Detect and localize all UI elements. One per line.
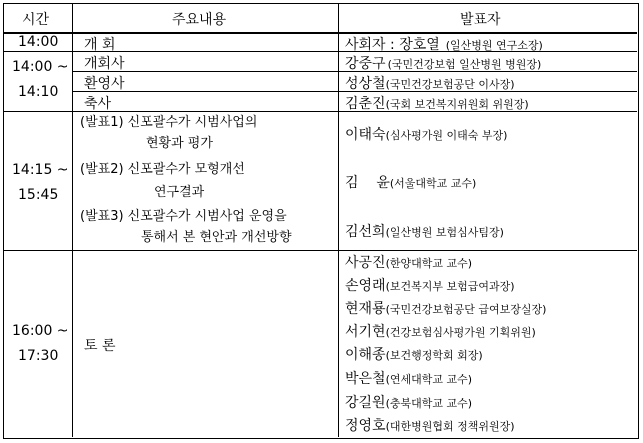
presentation-2-subtitle: 연구결과 (154, 185, 205, 200)
panelist-3 (345, 298, 546, 318)
panelist-name: 사공진 (345, 255, 386, 271)
presenter-name: 성상철 (345, 76, 386, 92)
panelist-8 (345, 415, 515, 435)
presenter-3 (345, 221, 504, 241)
panelist-6 (345, 368, 472, 388)
panelist-affiliation: (건강보험심사평가원 기획위원) (385, 326, 536, 339)
panelist-affiliation: (보건복지부 보험급여과장) (385, 280, 515, 293)
presentation-1-title: (발표1) 신포괄수가 시범사업의 (80, 115, 258, 130)
presenter-name: 김선희 (345, 224, 386, 240)
presenter-affiliation: (심사평가원 이태숙 부장) (385, 129, 508, 142)
panelist-affiliation: (보건행정학회 회장) (385, 349, 483, 362)
presenter-name: 사회자 : 장호열 (345, 37, 440, 53)
presenter-welcome-speech (345, 73, 515, 93)
presenter-congratulatory (345, 93, 529, 113)
panelist-1 (345, 252, 472, 272)
panelist-2 (345, 275, 515, 295)
panelist-affiliation: (충북대학교 교수) (385, 397, 473, 410)
column-divider (338, 4, 339, 437)
presenter-name: 이태숙 (345, 127, 386, 143)
presentation-3-subtitle: 통해서 본 현안과 개선방향 (141, 230, 292, 245)
presentation-1-subtitle: 현황과 평가 (146, 136, 213, 151)
time-speeches-end: 14:10 (18, 84, 59, 100)
panelist-name: 손영래 (345, 278, 386, 294)
time-session-end: 15:45 (18, 187, 59, 203)
item-opening-speech: 개회사 (84, 56, 125, 72)
panelist-name: 이해종 (345, 347, 386, 363)
item-opening: 개 회 (84, 37, 116, 53)
presenter-affiliation: (일산병원 연구소장) (445, 39, 543, 52)
header-time: 시간 (22, 12, 50, 28)
presentation-3-title: (발표3) 신포괄수가 시범사업 운영을 (80, 209, 287, 224)
panelist-name: 현재룡 (345, 301, 386, 317)
time-opening: 14:00 (18, 34, 59, 50)
presenter-affiliation: (국민건강보험 일산병원 병원장) (387, 58, 542, 71)
panelist-affiliation: (연세대학교 교수) (385, 373, 473, 386)
header-presenter: 발표자 (460, 12, 501, 28)
presenter-opening-speech (345, 53, 541, 73)
schedule-table (3, 3, 639, 439)
header-content: 주요내용 (172, 12, 227, 28)
presenter-affiliation: (국민건강보험공단 이사장) (385, 78, 515, 91)
presenter-affiliation: (일산병원 보험심사팀장) (385, 226, 504, 239)
panelist-name: 박은철 (345, 371, 386, 387)
presenter-affiliation: (서울대학교 교수) (389, 177, 477, 190)
panelist-7 (345, 392, 472, 412)
time-speeches-start: 14:00 ~ (12, 59, 69, 75)
row-divider (4, 250, 637, 251)
presenter-name: 강중구 (345, 56, 386, 72)
panelist-4 (345, 321, 536, 341)
time-discussion-end: 17:30 (18, 348, 59, 364)
panelist-affiliation: (한양대학교 교수) (385, 257, 473, 270)
panelist-affiliation: (국민건강보험공단 급여보장실장) (385, 303, 547, 316)
panelist-name: 정영호 (345, 418, 386, 434)
presenter-name: 김춘진 (345, 96, 386, 112)
panelist-affiliation: (대한병원협회 정책위원장) (385, 420, 515, 433)
time-session-start: 14:15 ~ (12, 162, 69, 178)
presenter-affiliation: (국회 보건복지위원회 위원장) (385, 98, 529, 111)
panelist-name: 서기현 (345, 324, 386, 340)
presenter-moderator (345, 34, 543, 54)
presenter-1 (345, 124, 507, 144)
time-discussion-start: 16:00 ~ (12, 323, 69, 339)
presenter-2 (345, 172, 476, 192)
presenter-name: 김 윤 (345, 175, 390, 191)
panelist-5 (345, 344, 483, 364)
item-congratulatory: 축사 (84, 96, 112, 112)
panelist-name: 강길원 (345, 395, 386, 411)
presentation-2-title: (발표2) 신포괄수가 모형개선 (80, 162, 245, 177)
item-welcome-speech: 환영사 (84, 76, 125, 92)
column-divider (72, 4, 73, 437)
item-discussion: 토 론 (84, 338, 116, 354)
